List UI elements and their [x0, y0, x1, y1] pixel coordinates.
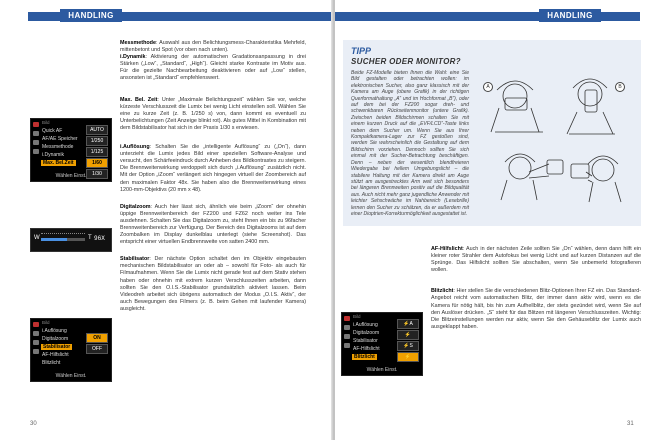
- tip-text: Beide FZ-Modelle bieten Ihnen die Wahl: eine Sie Bild gestalten oder betrachten wollen: im elektronischen Sucher, also ganz klassisch mit der Kamera am Auge (obere Grafik) in der richtigen Querformathaltung „A“ und im Hochformat „B“), oder auf dem bei der FZ200 sogar dreh- und schwenkbaren Rückseitenmonitor (untere Grafik). Zwischen beiden Bildschirmen schalten Sie mit einem kurzen Druck auf die „EVF/LCD“-Taste links neben dem Sucher um. Wenn Sie aus Ihrer Kompaktkamera-Lager zur FZ gestoßen sind, werden Sie wahrscheinlich die Gestaltung auf dem Bildschirm vorziehen. Dennoch sollten Sie sich einmal mit der Sucher-Betrachtung beschäftigen. Denn – neben der wesentlich blendfreieren Wiedergabe bei hellem Umgebungslicht – die stabilere Haltung mit der Kamera direkt am Auge stützt am ausgestrecktes Arm weit sich besonders bei längeren Brennweiten positiv auf die Bildqualität aus. Auch nicht mehr ganz jugendliche Anwender mit leichter Sehschwäche im Nahbereich (Lesebrille) lernen den Sucher zu schätzen, da er außerdem mit einer Dioptrien-Korrekturmöglichkeit ausgestattet ist.: [351, 70, 469, 217]
- option: ⚡A: [397, 319, 419, 329]
- zoom-wide-label: W: [34, 235, 40, 241]
- zoom-scale: [41, 233, 85, 237]
- page-number: 31: [627, 421, 634, 427]
- menu-category-icons: [33, 122, 40, 158]
- menu-item: AF-Hilfslicht: [42, 352, 69, 358]
- paragraph-stabilisator: Stabilisator: Der nächste Option schaltet den im Objektiv eingebauten mechanischen Bildstabilisator an oder ab – sowohl für Foto- als auch für Filmaufnahmen. Wenn Sie die Lumix nicht gerade fest auf dem Stativ stehen haben oder ohnehin mit extrem kurzen Verschlusszeiten arbeiten, dann sollten Sie den O.I.S.-Stabilisator grundsätzlich aktiviert lassen. Beim Videodreh arbeitet sich übrigens automatisch der Modus „O.I.S. Aktiv“, der auch Bewegungen des Filmers (z. B. beim Gehen mit laufender Kamera) ausgleicht.: [120, 256, 306, 312]
- right-page: [335, 0, 668, 440]
- option: AUTO: [86, 125, 108, 135]
- menu-item: i.Auflösung: [42, 328, 67, 334]
- marker-a: A: [483, 82, 493, 92]
- menu-category-icons: [33, 322, 40, 358]
- option: 1/125: [86, 147, 108, 157]
- zoom-tele-label: T: [88, 235, 92, 241]
- option-column: [86, 125, 108, 180]
- menu-item: Blitzlicht: [42, 360, 61, 366]
- zoom-track: [41, 238, 85, 241]
- camera-menu-screenshot-1: [30, 118, 112, 182]
- menu-header: Bild: [42, 320, 50, 325]
- option-column: [86, 333, 108, 355]
- option: 1/250: [86, 136, 108, 146]
- zoom-bar-screenshot: [30, 228, 112, 252]
- option-selected: ⚡: [397, 352, 419, 362]
- menu-item: AF-Hilfslicht: [353, 346, 380, 352]
- menu-header: Bild: [353, 314, 361, 319]
- usage-illustrations: [475, 68, 635, 206]
- menu-item-selected: Stabilisator: [43, 344, 71, 350]
- menu-item: Messmethode: [42, 144, 74, 150]
- menu-item: Stabilisator: [353, 338, 378, 344]
- option-selected: ON: [86, 333, 108, 343]
- left-page: [0, 0, 333, 440]
- paragraph-i-aufloesung: i.Auflösung: Schalten Sie die „intelligente Auflösung“ zu („On“), dann unterzieht die Lumix jedes Bild einer speziellen Software-Analyse und versucht, den Schärfeeindruck durch Anheben des Bildkontrastes zu steigern. Die Brennweitenwirkung verdoppelt sich durch „i.Auflösung“ zusätzlich nicht. Mit der Option „iZoom“ verlängert sich hingegen virtuell der Zoombereich auf den maximalen Faktor 48x. Sie haben also die Brennweitenwirkung eines 1200-mm-Objektivs (20 mm x 48).: [120, 144, 306, 193]
- menu-footer: Wählen Einst.: [366, 367, 398, 373]
- menu-category-icons: [344, 316, 351, 352]
- option: ⚡S: [397, 341, 419, 351]
- tip-label: TIPP: [351, 46, 372, 56]
- tip-box: [343, 40, 641, 226]
- section-tab: HANDLING: [539, 9, 601, 22]
- paragraph-messmethode: Messmethode: Auswahl aus den Belichtungsmess-Charakteristika Mehrfeld, mittenbetont und Spot (vor oben nach unten). i.Dynamik: Aktivierung der automatischen Gradationsanpassung in drei Stärken („Low“, „Standard“, „High“). Gleicht starke Kontraste im Motiv aus. Für die gezielte Nachbearbeitung deaktivieren oder auf „Low“ stellen, ansonsten ist „Standard“ empfehlenswert.: [120, 40, 306, 82]
- menu-footer: Wählen Einst.: [55, 173, 87, 179]
- option-selected: 1/60: [86, 158, 108, 168]
- menu-item: Digitalzoom: [42, 336, 69, 342]
- tip-title: SUCHER ODER MONITOR?: [351, 57, 461, 66]
- paragraph-digitalzoom: Digitalzoom: Auch hier lässt sich, ähnlich wie beim „iZoom“ der ohnehin üppige Brennweitenbereich der FZ200 und FZ62 noch weiter ins Tele ausdehnen. Schalten Sie das Digitalzoom zu, steht Ihnen ein bis zu 96facher Brennweitenbereich zur Verfügung. Der Bereich des Digitalzooms ist auf dem Zoombalken im Display dunkelblau unterlegt (siehe Screenshot). Das entspricht einer virtuellen Endbrennweite von satten 2400 mm.: [120, 203, 306, 246]
- menu-item: i.Auflösung: [353, 322, 378, 328]
- menu-item-selected: Blitzlicht: [354, 354, 375, 360]
- zoom-value: 96X: [94, 235, 105, 242]
- section-tab: HANDLING: [60, 9, 122, 22]
- option: OFF: [86, 344, 108, 354]
- zoom-fill: [41, 238, 67, 241]
- marker-b: B: [615, 82, 625, 92]
- paragraph-blitzlicht: Blitzlicht: Hier stellen Sie die verschiedenen Blitz-Optionen Ihrer FZ ein. Das Standard-Angebot reicht vom automatischen Blitz, der immer dann aktiv wird, wenn es die Kamera für nötig hält, bis hin zum Aufhellblitz, der stets gezündet wird, wenn Sie auf den Auslöser drücken. „S“ steht für das Blitzen mit längeren Verschlusszeiten. Wichtig: Die Blitzeinstellungen werden nur aktiv, wenn Sie den Gehäuseblitz der Lumix auch ausgeklappt haben.: [431, 288, 641, 330]
- body-text-column: [120, 40, 306, 313]
- page-number: 30: [30, 421, 37, 427]
- menu-header: Bild: [42, 120, 50, 125]
- menu-item: i.Dynamik: [42, 152, 64, 158]
- paragraph-max-bel-zeit: Max. Bel. Zeit: Unter „Maximale Belichtungszeit“ wählen Sie vor, welche kürzeste Verschlusszeit die Lumix bei wenig Licht einstellen soll. Wählen Sie eine zu kurze Zeit (z. B. 1/250 s) von, dann kommt es eventuell zu Unterbelichtungen (Zeit Anzeige blinkt rot). Als gutes Mittel in Kombination mit dem Bildstabilisator hat sich in der Praxis 1/30 s erwiesen.: [120, 96, 307, 131]
- menu-item: Digitalzoom: [353, 330, 380, 336]
- option-column: [397, 319, 419, 363]
- paragraph-af-hilfslicht: AF-Hilfslicht: Auch in der nächsten Zeile sollten Sie „On“ wählen, denn dann hilft ein kleiner roter Strahler dem Autofokus bei wenig Licht und auf kurzen Distanzen auf die Sprünge. Das Hilfslicht sollten Sie abschalten, wenn Sie unbemerkt fotografieren wollen.: [431, 246, 641, 274]
- camera-holding-illustration: [475, 68, 635, 206]
- camera-menu-screenshot-3: [341, 312, 423, 376]
- menu-item-selected: Max. Bel.Zeit: [43, 160, 74, 166]
- option: ⚡: [397, 330, 419, 340]
- option: 1/30: [86, 169, 108, 179]
- menu-item: Quick AF: [42, 128, 63, 134]
- menu-footer: Wählen Einst.: [55, 373, 87, 379]
- camera-menu-screenshot-2: [30, 318, 112, 382]
- body-text-column: [431, 246, 641, 331]
- menu-item: AF/AE Speicher: [42, 136, 78, 142]
